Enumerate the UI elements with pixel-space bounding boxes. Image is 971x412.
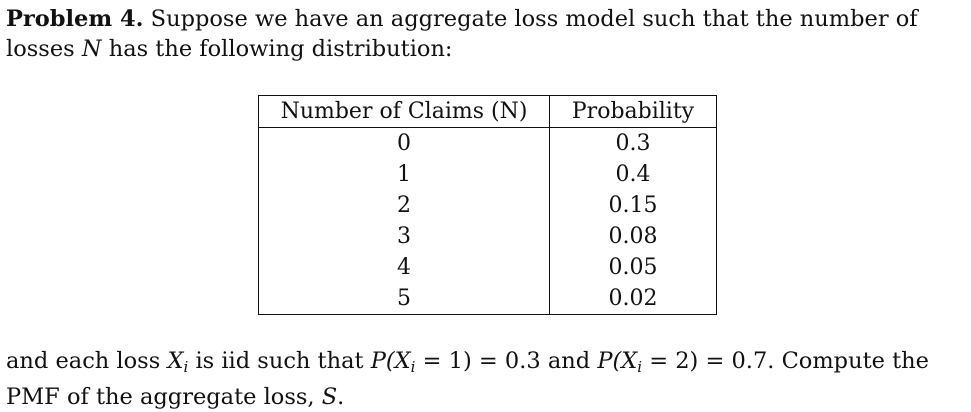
prob-expression-1-var: X — [394, 348, 411, 374]
prob-expression-2-value: = 2) = 0.7. — [642, 348, 775, 374]
intro-text-1: Suppose we have an aggregate loss model such that the number of losses — [6, 6, 918, 62]
table-row — [259, 190, 717, 221]
conclusion-end: . — [337, 384, 345, 410]
claims-cell: 3 — [259, 221, 550, 252]
header-number-of-claims: Number of Claims (N) — [259, 96, 550, 128]
table-row — [259, 221, 717, 252]
claims-cell: 2 — [259, 190, 550, 221]
prob-expression-2-var: X — [621, 348, 638, 374]
prob-expression-2-open: P( — [597, 348, 622, 374]
probability-cell: 0.05 — [608, 254, 658, 280]
table-row — [259, 283, 717, 315]
probability-cell: 0.02 — [608, 285, 658, 311]
conclusion-text-3: and — [547, 348, 591, 374]
claims-cell: 1 — [259, 159, 550, 190]
claims-distribution-table — [258, 95, 717, 315]
header-probability: Probability — [550, 96, 717, 128]
probability-cell: 0.4 — [615, 161, 651, 187]
probability-cell: 0.15 — [608, 192, 658, 218]
problem-statement-intro — [6, 4, 966, 64]
aggregate-variable-s: S — [321, 384, 338, 410]
table-row — [259, 159, 717, 190]
problem-heading: Problem 4. — [6, 6, 144, 32]
conclusion-text-4: Compute the PMF of the aggregate loss, — [6, 348, 929, 410]
table-header-row — [259, 96, 717, 128]
claims-cell: 0 — [259, 128, 550, 160]
loss-variable-subscript: i — [183, 358, 189, 376]
claims-cell: 5 — [259, 283, 550, 315]
table-row — [259, 252, 717, 283]
claims-cell: 4 — [259, 252, 550, 283]
prob-expression-2-sub: i — [637, 358, 643, 376]
conclusion-text-2: is iid such that — [195, 348, 364, 374]
intro-text-2: has the following distribution: — [108, 36, 453, 62]
prob-expression-1-value: = 1) = 0.3 — [415, 348, 541, 374]
prob-expression-1-open: P( — [370, 348, 395, 374]
intro-variable-n: N — [81, 36, 102, 62]
loss-variable-x: X — [167, 348, 184, 374]
conclusion-text-1: and each loss — [6, 348, 161, 374]
problem-statement-conclusion — [6, 346, 968, 412]
probability-cell: 0.3 — [615, 130, 651, 156]
probability-cell: 0.08 — [608, 223, 658, 249]
prob-expression-1-sub: i — [410, 358, 416, 376]
table-row — [259, 128, 717, 160]
